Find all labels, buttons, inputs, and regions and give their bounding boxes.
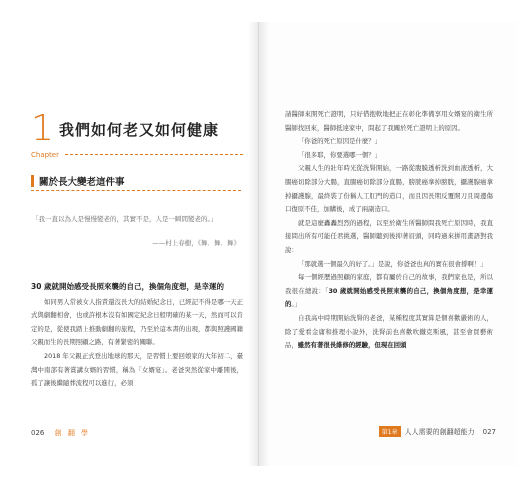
right-folio	[379, 426, 496, 437]
highlighted-text: 雖然有著很長維修的經驗，但現在回頭	[297, 341, 407, 350]
gutter-shadow	[259, 22, 269, 466]
body-paragraph: 父親人生的壯年時光從洗腎開始，一路從腹膜透析洗到血液透析，大腸癌切除部分大腸，直腸癌切除部分直腸，膀胱癌拿掉膀胱，攝護腺癌拿掉攝護腺，最終裝了份稱人工肛門的造口，而且因長期反覆開刀且周邊傷口復原不佳，加購後，成了兩副造口。	[285, 164, 493, 214]
page-number: 027	[482, 427, 496, 436]
chapter-divider	[65, 154, 243, 155]
left-body-text	[31, 280, 243, 391]
section-divider	[31, 190, 241, 191]
bold-lead-line: 30 歲就開始感受長照來襲的自己，換個角度想，是幸運的	[31, 282, 225, 291]
left-folio	[31, 428, 90, 438]
body-paragraph: 如同男人常被女人指責還沒長大的結婚紀念日，已經記不得是哪一天正式與劇翻相會，也或許根本沒有如國定紀念日般明確的某一天，然而可以肯定的是，從使我踏上推動劇翻的旅程，乃至於這本書的出現，都與照護國籍父親而生的長期照顧之路，有著緊密的關聯。	[31, 297, 243, 347]
book-spread	[4, 22, 516, 466]
epigraph-attribution: ——村上春樹，《舞．舞．舞》	[152, 239, 240, 247]
section-marker	[31, 175, 34, 187]
section-title: 關於長大變老這件事	[39, 177, 125, 188]
running-header: 人人需要的創翻超能力	[404, 427, 475, 436]
body-paragraph: 請醫師來開死亡證明，只好借抱軟地把正在彰化準備享用女婿宴的衛生所醫師找回來，醫師抵達家中，問起了我關於死亡證明上的原因。	[285, 110, 493, 132]
chapter-title: 我們如何老又如何健康	[59, 121, 220, 139]
left-page	[4, 22, 259, 466]
body-paragraph: 「你爸的死亡原因是什麼？」	[298, 137, 382, 146]
right-page	[259, 22, 516, 466]
page-number: 026	[31, 429, 45, 437]
body-paragraph: 自我高中時期開始洗腎的老爸，某種程度其實算是個喜歡嚴術的人，除了愛看金庸和推理小說外，洗腎前也喜歡吹鐵克斯風，甚至會買藝術品，雖然有著很長維修的經驗，但現在回頭	[285, 313, 493, 350]
body-paragraph: 2018 年父親正式登出地球的那天，是習慣上要回娘家的大年初二，臺灣中南部有著賞講女婿的習慣，稱為「女婿宴」。老爸突然從家中離開後，孤了讓後繼隨葬流程可以進行，必須	[31, 351, 243, 388]
chapter-label: Chapter	[31, 151, 59, 159]
book-brand: 創 翻 學	[54, 429, 91, 437]
right-body-text	[285, 108, 493, 353]
gutter-shadow	[248, 22, 258, 466]
body-paragraph: 「很多耶，你要選哪一個？」	[298, 150, 382, 159]
body-paragraph: 每一個經歷過照顧的家庭，都有屬於自己的故事，我們家也是，所以我很在總說：「30 歲就開始感受長照來襲的自己，換個角度想，是幸運的。」	[285, 273, 493, 309]
chapter-tag: 第1章	[379, 426, 401, 437]
highlighted-text: 30 歲就開始感受長照來襲的自己，換個角度想，是幸運的	[285, 286, 493, 309]
section-heading	[31, 170, 241, 192]
epigraph-quote: 「我一直以為人是慢慢變老的，其實不是，人是一瞬間變老的。」	[32, 215, 218, 223]
body-paragraph: 「那就選一個最久的好了。」是說，你爸爸也真的實在很會撐啊！」	[298, 259, 487, 268]
chapter-number: 1	[31, 108, 54, 149]
body-paragraph: 就是這麼轟轟烈烈的過程，以至於衛生所醫師問我死亡原因時，我直接問出所有可能任君挑選，醫師聽到後抑著眉頭，同時過來拼用畫語對我說：	[285, 218, 493, 254]
